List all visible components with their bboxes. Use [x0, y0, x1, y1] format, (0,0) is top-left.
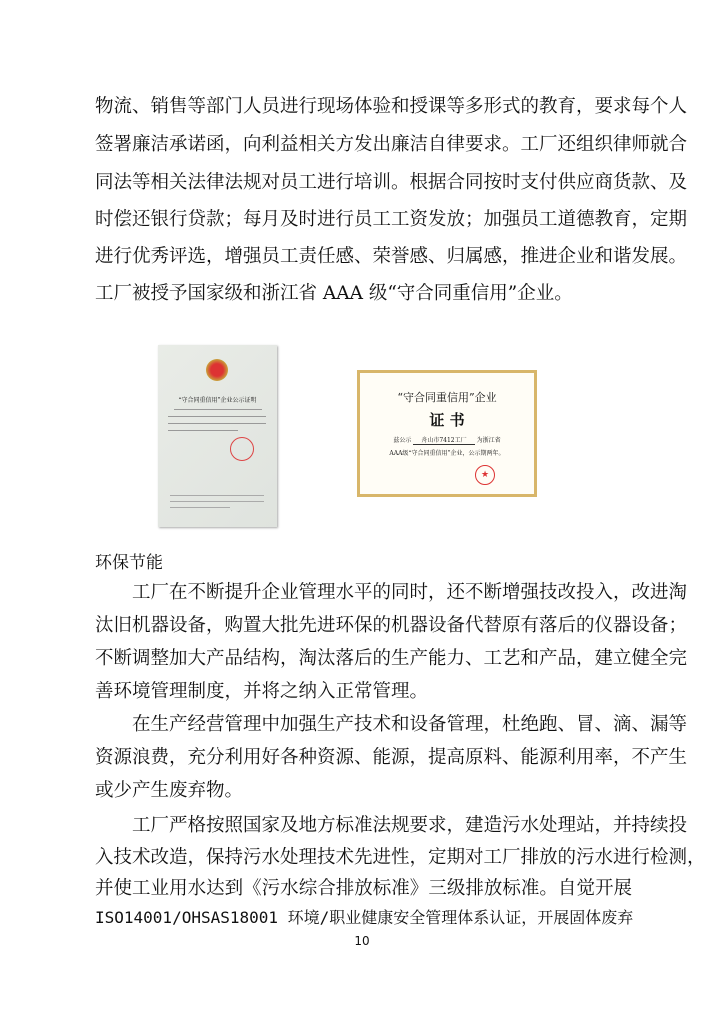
- text-line: 同法等相关法律法规对员工进行培训。根据合同按时支付供应商货款、及: [95, 172, 688, 193]
- text-line: 签署廉洁承诺函，向利益相关方发出廉洁自律要求。工厂还组织律师就合: [95, 134, 688, 155]
- text-line: 工厂被授予国家级和浙江省 AAA 级“守合同重信用”企业。: [95, 283, 573, 304]
- text-line: 汰旧机器设备，购置大批先进环保的机器设备代替原有落后的仪器设备；: [95, 615, 688, 636]
- cert-text: 为浙江省: [476, 437, 501, 444]
- text-line: 进行优秀评选，增强员工责任感、荣誉感、归属感，推进企业和谐发展。: [95, 246, 688, 267]
- page-number: 10: [354, 934, 370, 948]
- certificate-title: “守合同重信用”企业: [397, 391, 497, 404]
- text-line: ISO14001/OHSAS18001 环境/职业健康安全管理体系认证，开展固体废弃: [95, 908, 634, 927]
- text-line: 资源浪费，充分利用好各种资源、能源，提高原料、能源利用率，不产生: [95, 747, 688, 768]
- cert-text: AAA级“守合同重信用”企业，公示期两年。: [389, 450, 505, 457]
- national-emblem-icon: [206, 359, 228, 381]
- text-line: 工厂严格按照国家及地方标准法规要求，建造污水处理站，并持续投: [132, 815, 688, 836]
- text-line: 并使工业用水达到《污水综合排放标准》三级排放标准。自觉开展: [95, 878, 632, 899]
- text-line: 时偿还银行贷款；每月及时进行员工工资发放；加强员工道德教育，定期: [95, 209, 688, 230]
- cert-text: 兹公示: [393, 437, 412, 444]
- section-heading: 环保节能: [95, 553, 163, 573]
- text-line: 工厂在不断提升企业管理水平的同时，还不断增强技改投入，改进淘: [132, 582, 688, 603]
- certificate-heading: 证 书: [429, 411, 465, 429]
- red-seal-icon: [230, 437, 254, 461]
- text-line: 善环境管理制度，并将之纳入正常管理。: [95, 681, 429, 702]
- red-seal-icon: ★: [475, 465, 495, 485]
- text-line: 或少产生废弃物。: [95, 780, 244, 801]
- text-line: 在生产经营管理中加强生产技术和设备管理，杜绝跑、冒、滴、漏等: [132, 714, 688, 735]
- text-line: 入技术改造，保持污水处理技术先进性，定期对工厂排放的污水进行检测，: [95, 847, 706, 868]
- text-line: 物流、销售等部门人员进行现场体验和授课等多形式的教育，要求每个人: [95, 96, 688, 117]
- text-line: 不断调整加大产品结构，淘汰落后的生产能力、工艺和产品，建立健全完: [95, 648, 688, 669]
- certificate-photo-left: [158, 345, 277, 527]
- certificate-photo-right: [357, 370, 537, 497]
- certificate-title: “守合同重信用”企业公示证明: [178, 397, 257, 404]
- cert-company-name: 舟山市7412工厂: [413, 437, 474, 445]
